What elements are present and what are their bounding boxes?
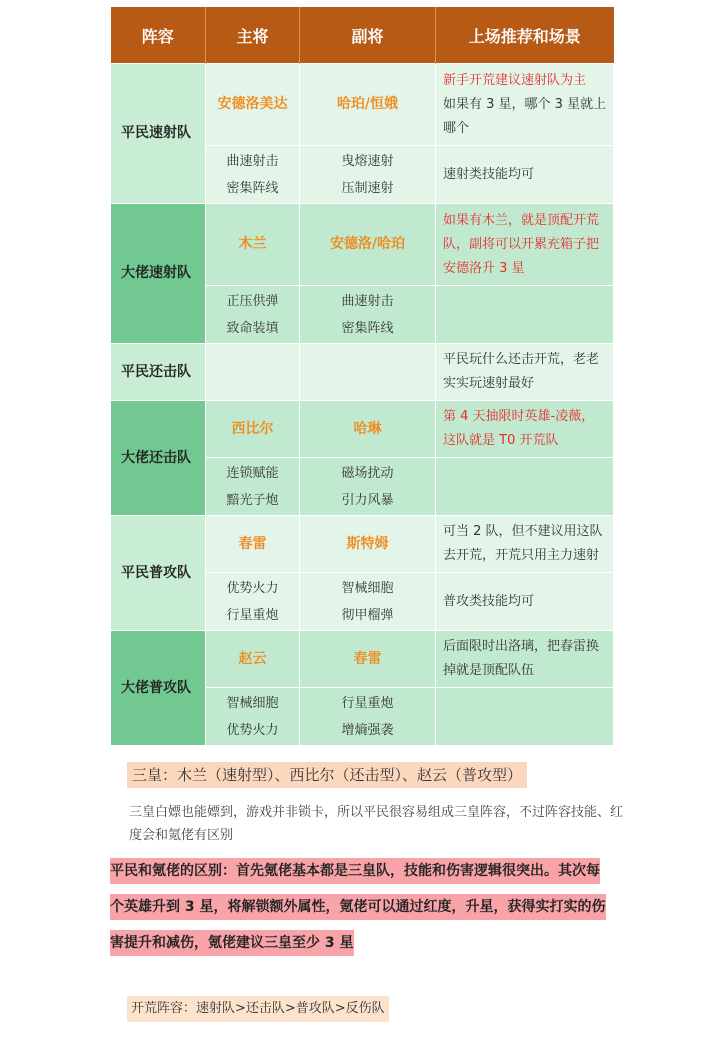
team-name: 大佬普攻队 [111, 631, 206, 746]
main-hero [206, 344, 300, 401]
sub-hero-skills [300, 458, 436, 516]
skill: 连锁赋能 [226, 465, 279, 481]
skill: 正压供弹 [226, 293, 279, 309]
header-sub-hero: 副将 [300, 7, 436, 64]
team-name: 平民还击队 [111, 344, 206, 401]
table-row [111, 516, 614, 573]
description-paragraph: 三皇白嫖也能嫖到，游戏并非锁卡，所以平民很容易组成三皇阵容，不过阵容技能、红度会和氪佬有区别 [129, 805, 624, 843]
main-hero: 西比尔 [206, 401, 300, 458]
main-hero-skills [206, 688, 300, 746]
table-row [111, 64, 614, 146]
skill: 智械细胞 [226, 695, 279, 711]
team-name: 大佬还击队 [111, 401, 206, 516]
skill: 彻甲榴弹 [341, 607, 394, 623]
highlight-line: 害提升和减伤，氪佬建议三皇至少 3 星 [110, 930, 354, 956]
note-line: 后面限时出洛璃，把春雷换掉就是顶配队伍 [443, 639, 600, 678]
table-header-row [111, 7, 614, 64]
sub-hero: 哈珀/恒娥 [300, 64, 436, 146]
recommendation-note [436, 573, 614, 631]
note-line: 新手开荒建议速射队为主 [443, 72, 587, 88]
main-hero: 赵云 [206, 631, 300, 688]
header-main-hero: 主将 [206, 7, 300, 64]
skill: 曳熔速射 [341, 153, 394, 169]
skill: 曲速射击 [226, 153, 279, 169]
sub-hero-skills [300, 688, 436, 746]
skill: 密集阵线 [226, 180, 279, 196]
recommendation-note [436, 64, 614, 146]
recommendation-note [436, 204, 614, 286]
main-hero: 木兰 [206, 204, 300, 286]
skill: 行星重炮 [341, 695, 394, 711]
recommendation-note [436, 344, 614, 401]
recommendation-note [436, 458, 614, 516]
three-emperors-summary: 三皇：木兰（速射型）、西比尔（还击型）、赵云（普攻型） [127, 762, 527, 788]
skill: 优势火力 [226, 722, 279, 738]
table-row [111, 401, 614, 458]
lineup-table [110, 7, 614, 746]
main-hero-skills [206, 573, 300, 631]
main-hero-skills [206, 286, 300, 344]
recommendation-note [436, 688, 614, 746]
team-name: 平民速射队 [111, 64, 206, 204]
note-line: 第 4 天抽限时英雄-凌薇，这队就是 T0 开荒队 [443, 409, 595, 448]
recommendation-note [436, 401, 614, 458]
skill: 黯光子炮 [226, 492, 279, 508]
skill: 智械细胞 [341, 580, 394, 596]
note-line: 如果有木兰，就是顶配开荒队，副将可以开累充箱子把安德洛升 3 星 [443, 212, 600, 276]
sub-hero [300, 344, 436, 401]
skill: 优势火力 [226, 580, 279, 596]
note-line: 如果有 3 星，哪个 3 星就上哪个 [443, 96, 607, 136]
team-name: 大佬速射队 [111, 204, 206, 344]
team-name: 平民普攻队 [111, 516, 206, 631]
highlight-line: 个英雄升到 3 星，将解锁额外属性，氪佬可以通过红度，升星，获得实打实的伤 [110, 894, 606, 920]
table-row [111, 204, 614, 286]
table-row [111, 631, 614, 688]
skill: 行星重炮 [226, 607, 279, 623]
recommendation-note [436, 146, 614, 204]
skill: 引力风暴 [341, 492, 394, 508]
main-hero-skills [206, 458, 300, 516]
header-recommendation: 上场推荐和场景 [436, 7, 614, 64]
sub-hero: 安德洛/哈珀 [300, 204, 436, 286]
sub-hero: 斯特姆 [300, 516, 436, 573]
recommendation-note [436, 286, 614, 344]
table-row [111, 344, 614, 401]
skill: 密集阵线 [341, 320, 394, 336]
highlighted-paragraph [110, 858, 620, 966]
highlight-line: 平民和氪佬的区别：首先氪佬基本都是三皇队，技能和伤害逻辑很突出。其次每 [110, 858, 600, 884]
sub-hero: 春雷 [300, 631, 436, 688]
lineup-priority: 开荒阵容：速射队>还击队>普攻队>反伤队 [127, 996, 389, 1022]
recommendation-note [436, 631, 614, 688]
skill: 增熵强袭 [341, 722, 394, 738]
note-line: 可当 2 队，但不建议用这队去开荒，开荒只用主力速射 [443, 524, 603, 563]
recommendation-note [436, 516, 614, 573]
sub-hero-skills [300, 573, 436, 631]
sub-hero-skills [300, 146, 436, 204]
main-hero-skills [206, 146, 300, 204]
skill: 致命装填 [226, 320, 279, 336]
sub-hero-skills [300, 286, 436, 344]
note-line: 普攻类技能均可 [443, 593, 535, 609]
main-hero: 春雷 [206, 516, 300, 573]
note-line: 平民玩什么还击开荒，老老实实玩速射最好 [443, 352, 600, 391]
header-lineup: 阵容 [111, 7, 206, 64]
sub-hero: 哈琳 [300, 401, 436, 458]
main-hero: 安德洛美达 [206, 64, 300, 146]
note-line: 速射类技能均可 [443, 166, 535, 182]
skill: 磁场扰动 [341, 465, 394, 481]
skill: 压制速射 [341, 180, 394, 196]
skill: 曲速射击 [341, 293, 394, 309]
